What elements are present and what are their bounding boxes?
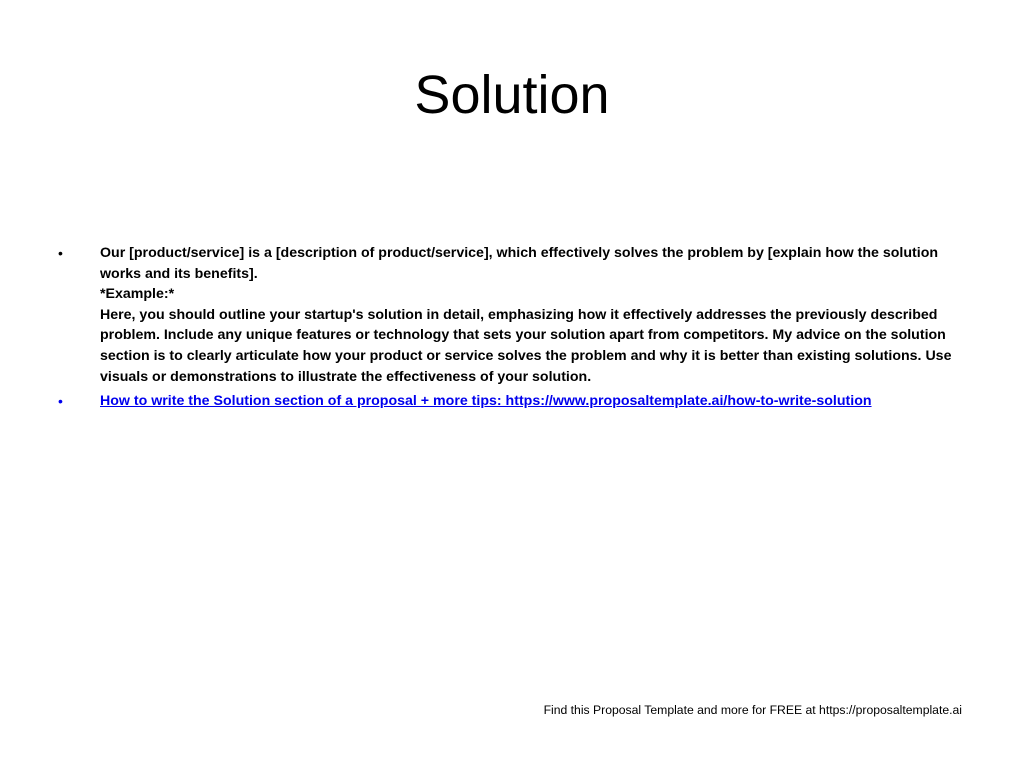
bullet-marker: • (58, 393, 63, 410)
bullet-text-example-label: *Example:* (100, 286, 175, 303)
bullet-link-container (100, 391, 958, 412)
bullet-text (100, 243, 958, 387)
bullet-text-intro: Our [product/service] is a [description of product/service], which effectively solves the problem by [explain how the solution works and its benefits]. (100, 245, 939, 282)
bullet-item-solution (58, 243, 958, 387)
slide-title: Solution (414, 65, 610, 125)
slide-body (58, 243, 958, 416)
bullet-text-example-body: Here, you should outline your startup's solution in detail, emphasizing how it effectively addresses the previously described problem. Include any unique features or technology that sets your solution apart from competitors. My advice on the solution section is to clearly articulate how your product or service solves the problem and why it is better than existing solutions. Use visuals or demonstrations to illustrate the effectiveness of your solution. (100, 306, 952, 385)
bullet-item-link (58, 391, 958, 412)
how-to-write-solution-link[interactable]: How to write the Solution section of a proposal + more tips: https://www.proposaltemplate.ai/how-to-write-solution (100, 393, 872, 410)
bullet-marker: • (58, 245, 63, 261)
footer-note: Find this Proposal Template and more for FREE at https://proposaltemplate.ai (543, 703, 962, 717)
